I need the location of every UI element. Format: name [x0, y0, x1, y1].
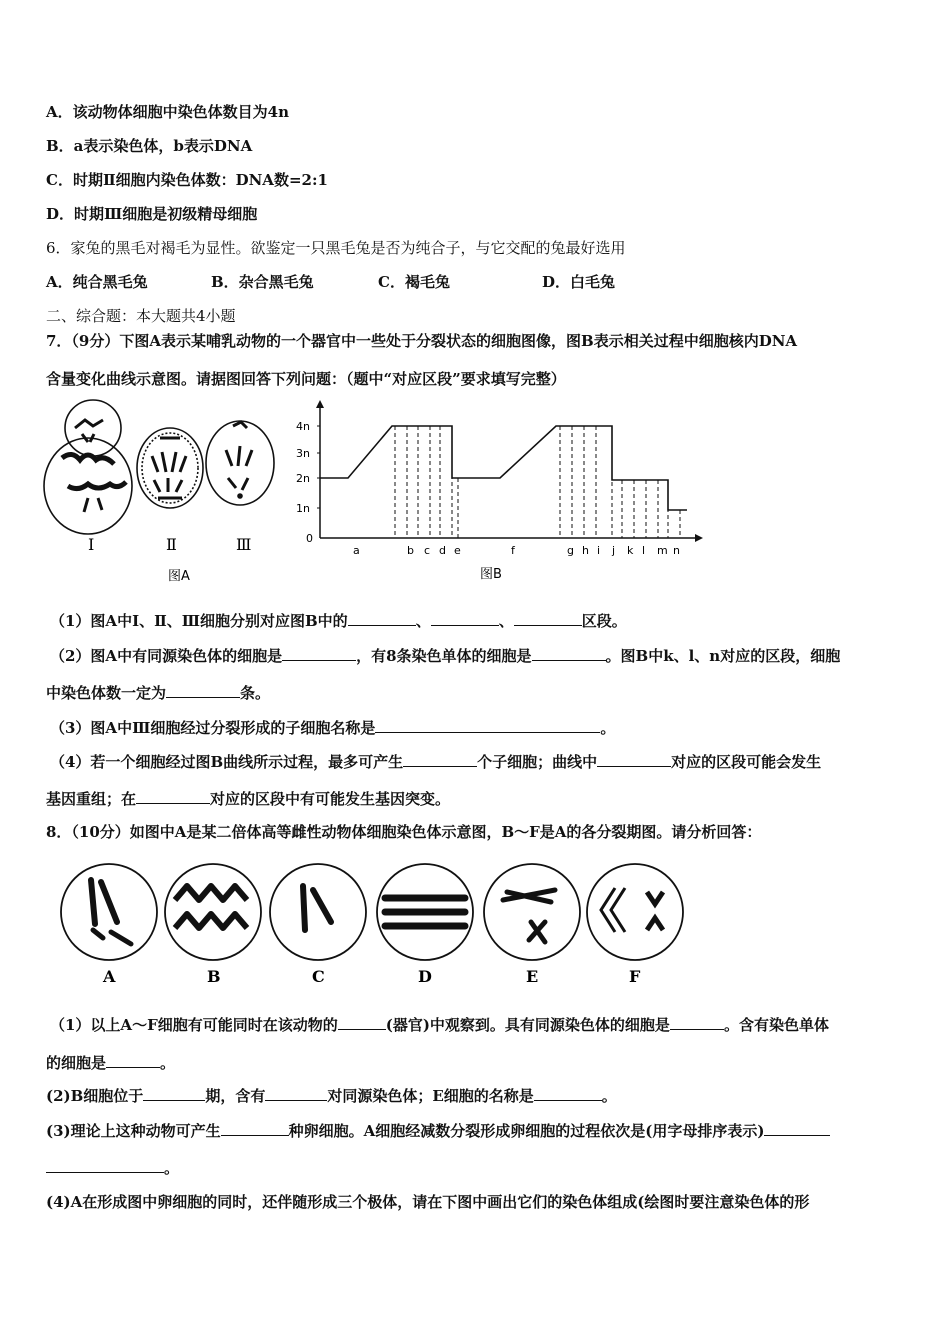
figure-b [290, 398, 710, 588]
x-tick-l: l [642, 544, 646, 557]
q8-label-f: F [629, 967, 641, 986]
figure-b-caption: 图B [480, 567, 502, 582]
x-tick-j: j [612, 544, 616, 557]
x-tick-a: a [353, 544, 360, 557]
q8-sub2-blank-3[interactable] [534, 1085, 602, 1101]
q7-sub2-text-e: 条。 [240, 684, 271, 702]
q7-sub1-sep-1: 、 [415, 612, 431, 630]
q8-sub1-text-c: 。含有染色单体 [723, 1016, 829, 1034]
figure-q8 [55, 860, 695, 990]
q6-option-a: A．纯合黑毛兔 [46, 273, 148, 291]
x-tick-i: i [597, 544, 601, 557]
q8-sub3-text-a: (3)理论上这种动物可产生 [46, 1122, 221, 1140]
q7-sub2-text-a: （2）图A中有同源染色体的细胞是 [50, 647, 283, 665]
q8-cell-a [61, 864, 157, 960]
q7-sub3-blank[interactable] [375, 717, 600, 733]
q8-label-b: B [207, 967, 221, 986]
cell-iii [206, 421, 274, 505]
q7-sub2-cont [46, 682, 270, 703]
q5-option-c: C．时期Ⅱ细胞内染色体数：DNA数=2:1 [46, 171, 328, 189]
q6-option-c: C．褐毛兔 [378, 273, 450, 291]
q8-sub1-blank-3[interactable] [106, 1052, 160, 1068]
q7-sub4-text-c: 对应的区段可能会发生 [671, 753, 822, 771]
q8-sub4: (4)A在形成图中卵细胞的同时，还伴随形成三个极体，请在下图中画出它们的染色体组成(绘图时要注意染色体的形 [46, 1193, 810, 1211]
q5-option-a: A．该动物体细胞中染色体数目为4n [46, 103, 289, 121]
q6-option-d: D．白毛兔 [542, 273, 616, 291]
q7-sub4-blank-2[interactable] [597, 751, 671, 767]
q7-sub4-text-d: 基因重组；在 [46, 790, 137, 808]
q7-sub2 [50, 645, 840, 666]
cell-i [44, 400, 132, 534]
dna-curve [320, 426, 687, 510]
y-tick-3n: 3n [296, 447, 310, 460]
q5-option-b: B．a表示染色体，b表示DNA [46, 137, 253, 155]
q8-sub2-blank-1[interactable] [143, 1085, 205, 1101]
q7-sub1-blank-2[interactable] [431, 610, 499, 626]
q7-sub3-text-a: （3）图A中Ⅲ细胞经过分裂形成的子细胞名称是 [50, 719, 376, 737]
x-tick-b: b [407, 544, 414, 557]
q8-sub1-text-b: (器官)中观察到。具有同源染色体的细胞是 [385, 1016, 670, 1034]
q8-sub1-text-e: 。 [160, 1054, 176, 1072]
y-tick-4n: 4n [296, 420, 310, 433]
cell-ii [137, 428, 203, 508]
q8-cell-e [484, 864, 580, 960]
figure-a-caption: 图A [168, 569, 190, 584]
q8-sub1-blank-2[interactable] [670, 1014, 724, 1030]
x-tick-d: d [439, 544, 446, 557]
q7-sub1-text-a: （1）图A中Ⅰ、Ⅱ、Ⅲ细胞分别对应图B中的 [50, 612, 348, 630]
q8-cell-c [270, 864, 366, 960]
q7-sub4-text-b: 个子细胞；曲线中 [477, 753, 598, 771]
q7-stem-2: 含量变化曲线示意图。请据图回答下列问题：（题中“对应区段”要求填写完整） [46, 370, 566, 388]
q7-sub1-text-b: 区段。 [581, 612, 627, 630]
q8-stem: 8．（10分）如图中A是某二倍体高等雌性动物体细胞染色体示意图，B～F是A的各分裂期图。请分析回答： [46, 823, 762, 841]
q7-sub2-text-b: ，有8条染色单体的细胞是 [356, 647, 532, 665]
q8-label-a: A [103, 967, 116, 986]
q8-sub3-text-b: 种卵细胞。A细胞经减数分裂形成卵细胞的过程依次是(用字母排序表示) [288, 1122, 765, 1140]
y-tick-2n: 2n [296, 472, 310, 485]
q6-option-b: B．杂合黑毛兔 [211, 273, 314, 291]
x-tick-k: k [627, 544, 634, 557]
x-tick-m: m [657, 544, 668, 557]
q7-sub4 [50, 751, 821, 772]
q8-label-e: E [526, 967, 539, 986]
q8-sub3 [46, 1120, 830, 1141]
q6-stem: 6．家兔的黑毛对褐毛为显性。欲鉴定一只黑毛兔是否为纯合子，与它交配的兔最好选用 [46, 239, 626, 257]
q7-sub4-cont [46, 788, 450, 809]
q8-sub2-text-c: 对同源染色体；E细胞的名称是 [327, 1087, 534, 1105]
x-tick-c: c [424, 544, 431, 557]
q7-sub2-text-c: 。图B中k、l、n对应的区段，细胞 [605, 647, 841, 665]
q7-sub1-blank-1[interactable] [348, 610, 416, 626]
q7-sub1-blank-3[interactable] [514, 610, 582, 626]
q8-sub1-text-d: 的细胞是 [46, 1054, 107, 1072]
q8-sub3-blank-1[interactable] [221, 1120, 289, 1136]
cell-label-ii: Ⅱ [166, 535, 177, 554]
cell-label-i: Ⅰ [88, 535, 95, 554]
q7-sub1-sep-2: 、 [498, 612, 514, 630]
q7-sub3 [50, 717, 615, 738]
figure-a [40, 398, 290, 588]
q8-sub1-blank-1[interactable] [338, 1014, 386, 1030]
q7-sub2-text-d: 中染色体数一定为 [46, 684, 167, 702]
q8-sub3-text-c: 。 [164, 1159, 180, 1177]
q8-sub2-text-a: (2)B细胞位于 [46, 1087, 144, 1105]
x-tick-e: e [454, 544, 461, 557]
q7-sub2-blank-3[interactable] [166, 682, 240, 698]
x-tick-n: n [673, 544, 680, 557]
q8-sub2-text-d: 。 [601, 1087, 617, 1105]
q8-sub2 [46, 1085, 617, 1106]
q8-label-d: D [418, 967, 432, 986]
q7-sub1 [50, 610, 627, 631]
y-tick-0: 0 [306, 532, 313, 545]
q8-sub3-cont [46, 1157, 179, 1178]
x-tick-h: h [582, 544, 589, 557]
q7-sub4-text-e: 对应的区段中有可能发生基因突变。 [210, 790, 451, 808]
q8-sub1-cont [46, 1052, 175, 1073]
q8-sub3-blank-2[interactable] [764, 1120, 830, 1136]
q7-sub3-text-b: 。 [600, 719, 616, 737]
x-tick-f: f [511, 544, 515, 557]
section-title: 二、综合题：本大题共4小题 [46, 307, 236, 325]
q8-sub2-text-b: 期，含有 [205, 1087, 266, 1105]
y-tick-1n: 1n [296, 502, 310, 515]
q5-option-d: D．时期Ⅲ细胞是初级精母细胞 [46, 205, 258, 223]
q8-sub2-blank-2[interactable] [265, 1085, 327, 1101]
cell-label-iii: Ⅲ [236, 535, 252, 554]
q8-sub1-text-a: （1）以上A～F细胞有可能同时在该动物的 [50, 1016, 338, 1034]
q7-sub2-blank-2[interactable] [532, 645, 606, 661]
q8-sub3-blank-3[interactable] [46, 1157, 164, 1173]
q7-sub2-blank-1[interactable] [282, 645, 356, 661]
q7-stem-1: 7．（9分）下图A表示某哺乳动物的一个器官中一些处于分裂状态的细胞图像，图B表示相关过程中细胞核内DNA [46, 332, 798, 350]
x-tick-g: g [567, 544, 574, 557]
q7-sub4-blank-3[interactable] [136, 788, 210, 804]
q8-sub1 [50, 1014, 829, 1035]
q7-sub4-blank-1[interactable] [403, 751, 477, 767]
q7-sub4-text-a: （4）若一个细胞经过图B曲线所示过程，最多可产生 [50, 753, 404, 771]
q8-label-c: C [312, 967, 325, 986]
